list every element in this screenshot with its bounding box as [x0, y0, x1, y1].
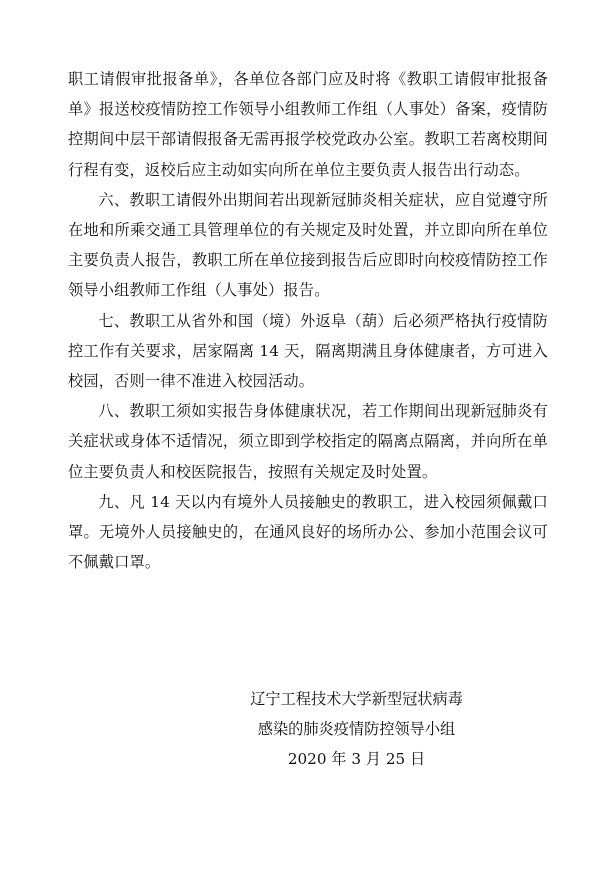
paragraph-item-9: 九、凡 14 天以内有境外人员接触史的教职工，进入校园须佩戴口罩。无境外人员接触史的，在通风良好的场所办公、参加小范围会议可不佩戴口罩。: [68, 492, 548, 572]
signature-org-line1: 辽宁工程技术大学新型冠状病毒: [250, 690, 463, 708]
document-body: [68, 64, 548, 577]
signature-org-line2: 感染的肺炎疫情防控领导小组: [257, 720, 456, 738]
paragraph-item-8: 八、教职工须如实报告身体健康状况，若工作期间出现新冠肺炎有关症状或身体不适情况，须立即到学校指定的隔离点隔离，并向所在单位主要负责人和校医院报告，按照有关规定及时处置。: [68, 402, 548, 481]
paragraph-item-7: 七、教职工从省外和国（境）外返阜（葫）后必须严格执行疫情防控工作有关要求，居家隔离 14 天，隔离期满且身体健康者，方可进入校园，否则一律不准进入校园活动。: [68, 311, 548, 391]
paragraph-continuation: 职工请假审批报备单》，各单位各部门应及时将《教职工请假审批报备单》报送校疫情防控工作领导小组教师工作组（人事处）备案，疫情防控期间中层干部请假报备无需再报学校党政办公室。教职工若离校期间行程有变，返校后应主动如实向所在单位主要负责人报告出行动态。: [68, 70, 548, 179]
paragraph-item-6: 六、教职工请假外出期间若出现新冠肺炎相关症状，应自觉遵守所在地和所乘交通工具管理单位的有关规定及时处置，并立即向所在单位主要负责人报告，教职工所在单位接到报告后应即时向校疫情防控工作领导小组教师工作组（人事处）报告。: [68, 190, 548, 300]
signature-block: [0, 684, 613, 774]
signature-date: 2020 年 3 月 25 日: [287, 750, 426, 768]
